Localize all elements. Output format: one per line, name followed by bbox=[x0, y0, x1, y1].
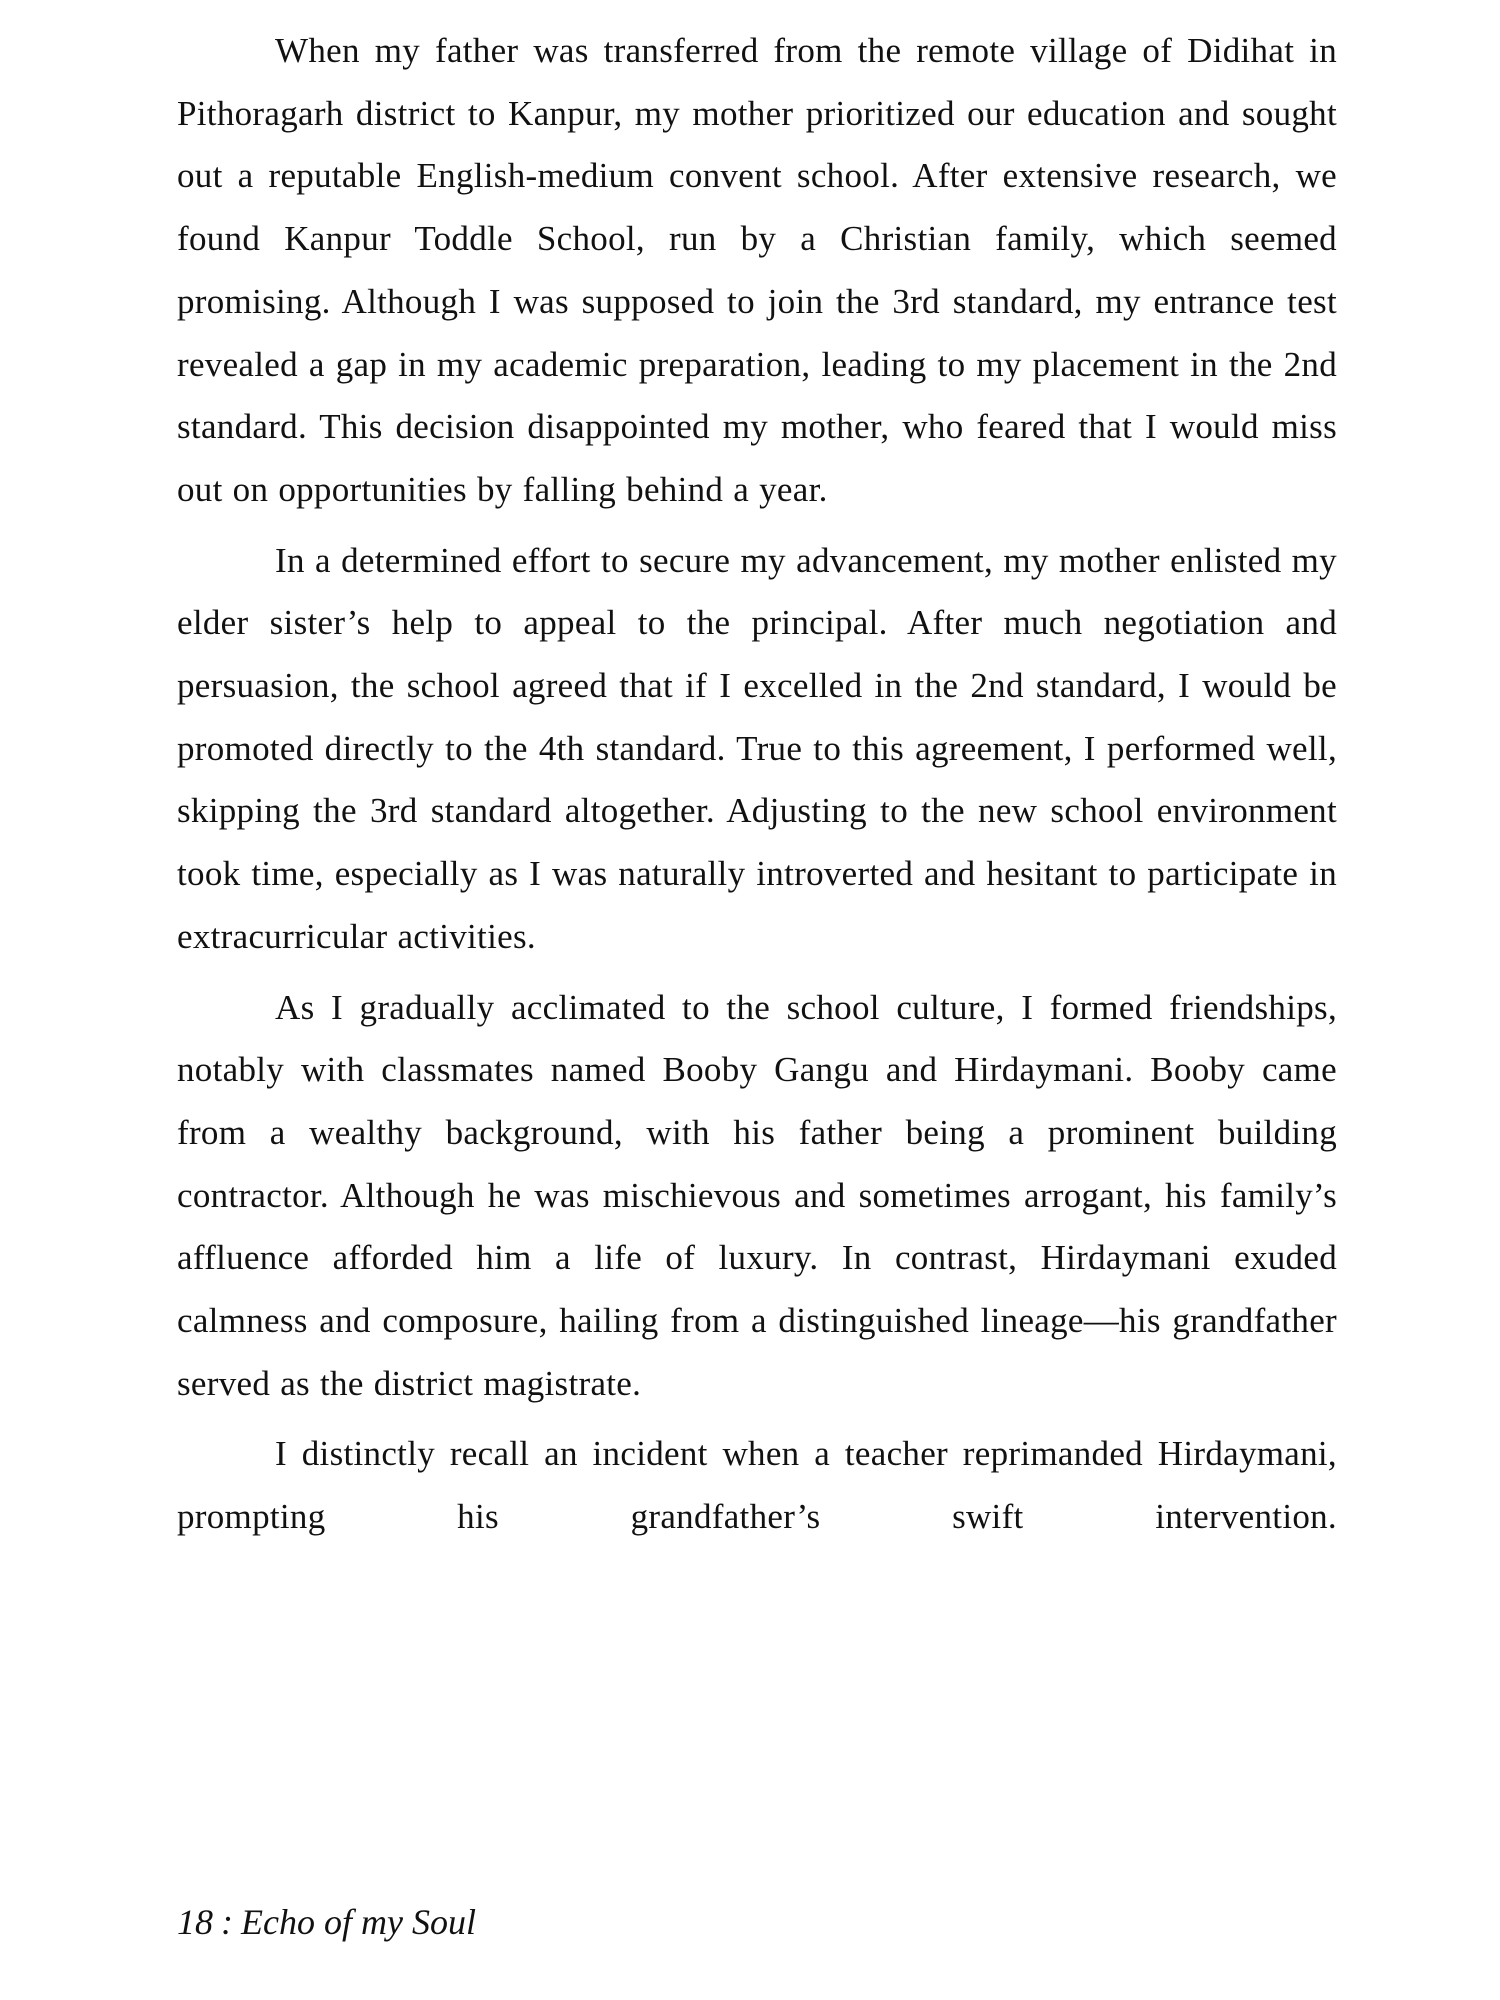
page-footer bbox=[177, 1900, 476, 1944]
paragraph-1: When my father was transferred from the remote village of Didihat in Pithoragarh district to Kanpur, my mother prioritized our education and sought out a reputable English-medium convent school. After extensive research, we found Kanpur Toddle School, run by a Christian family, which seemed promising. Although I was supposed to join the 3rd standard, my entrance test revealed a gap in my academic preparation, leading to my placement in the 2nd standard. This decision disappointed my mother, who feared that I would miss out on opportunities by falling behind a year. bbox=[177, 31, 1337, 509]
page-number: 18 bbox=[177, 1902, 213, 1942]
paragraph-4: I distinctly recall an incident when a teacher reprimanded Hirdaymani, prompting his grandfather’s swift intervention. bbox=[177, 1434, 1337, 1537]
footer-separator: : bbox=[221, 1902, 233, 1942]
book-title: Echo of my Soul bbox=[241, 1902, 476, 1942]
page-body bbox=[177, 20, 1337, 1557]
paragraph-2: In a determined effort to secure my advancement, my mother enlisted my elder sister’s help to appeal to the principal. After much negotiation and persuasion, the school agreed that if I excelled in the 2nd standard, I would be promoted directly to the 4th standard. True to this agreement, I performed well, skipping the 3rd standard altogether. Adjusting to the new school environment took time, especially as I was naturally introverted and hesitant to participate in extracurricular activities. bbox=[177, 540, 1337, 956]
paragraph-3: As I gradually acclimated to the school culture, I formed friendships, notably with classmates named Booby Gangu and Hirdaymani. Booby came from a wealthy background, with his father being a prominent building contractor. Although he was mischievous and sometimes arrogant, his family’s affluence afforded him a life of luxury. In contrast, Hirdaymani exuded calmness and composure, hailing from a distinguished lineage—his grandfather served as the district magistrate. bbox=[177, 987, 1337, 1403]
